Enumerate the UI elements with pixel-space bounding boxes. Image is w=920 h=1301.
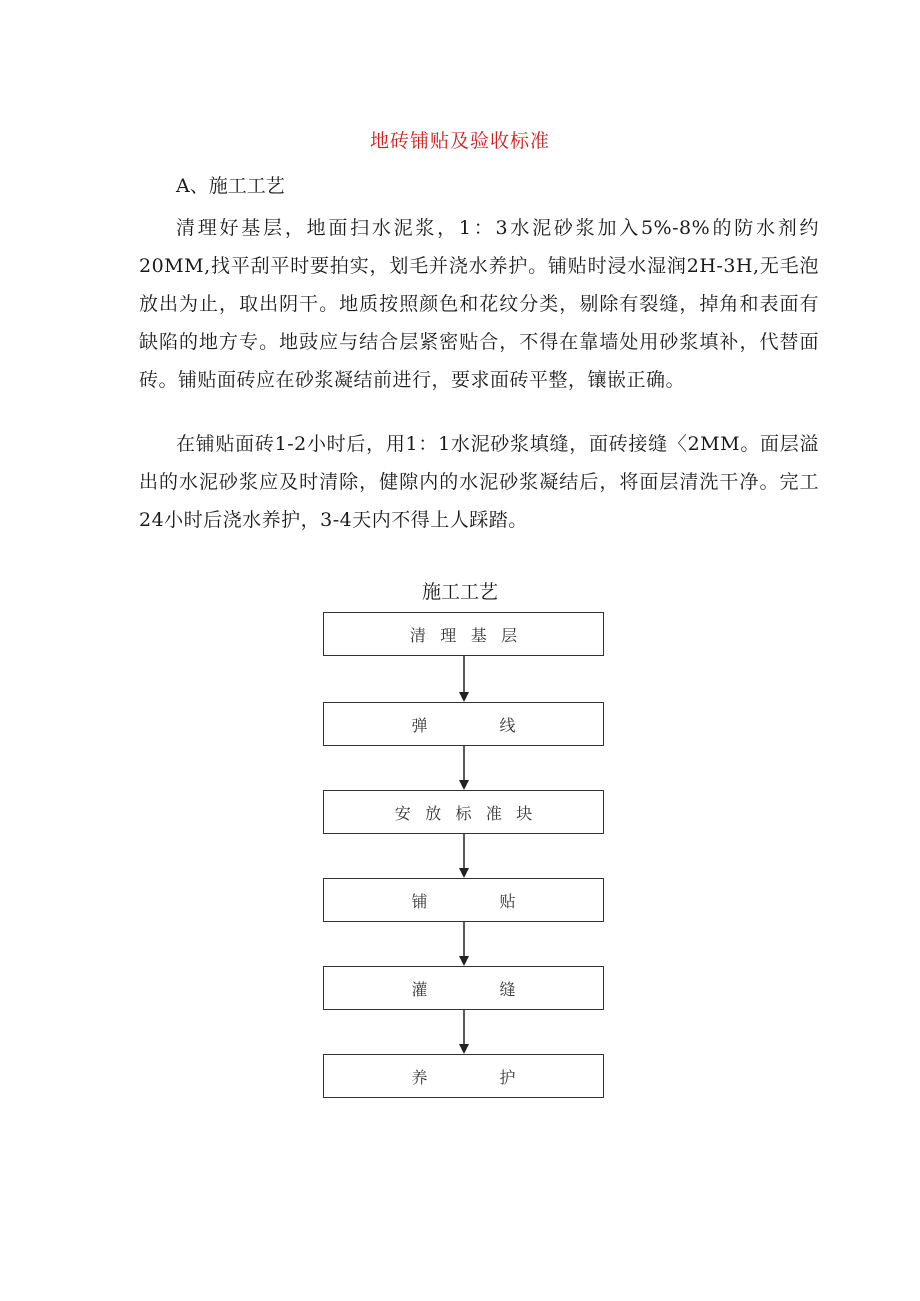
arrow-down-icon (459, 746, 469, 790)
section-heading: A、施工工艺 (176, 175, 285, 197)
document-title: 地砖铺贴及验收标准 (369, 130, 550, 152)
arrow-down-icon (459, 834, 469, 878)
paragraph-2: 在铺贴面砖1-2小时后，用1：1水泥砂浆填缝，面砖接缝〈2MM。面层溢出的水泥砂浆应及时清除，健隙内的水泥砂浆凝结后，将面层清洗干净。完工24小时后浇水养护，3-4天内不得上人踩踏。 (139, 433, 819, 531)
flow-step-snap-line: 弹线 (323, 702, 604, 746)
flow-step-lay-tiles: 铺贴 (323, 878, 604, 922)
paragraph-1: 清理好基层，地面扫水泥浆，1：3水泥砂浆加入5%-8%的防水剂约20MM,找平刮平时要拍实，划毛并浇水养护。铺贴时浸水湿润2H-3H,无毛泡放出为止，取出阴干。地质按照颜色和花纹分类，剔除有裂缝，掉角和表面有缺陷的地方专。地豉应与结合层紧密贴合，不得在靠墙处用砂浆填补，代替面砖。铺贴面砖应在砂浆凝结前进行，要求面砖平整，镶嵌正确。 (139, 217, 819, 391)
flow-step-grout-joints: 灌缝 (323, 966, 604, 1010)
flow-step-clean-base: 清理基层 (323, 612, 604, 656)
flow-step-cure: 养护 (323, 1054, 604, 1098)
flow-step-place-reference-block: 安放标准块 (323, 790, 604, 834)
arrow-down-icon (459, 656, 469, 702)
arrow-down-icon (459, 922, 469, 966)
arrow-down-icon (459, 1010, 469, 1054)
flowchart-title: 施工工艺 (421, 581, 498, 603)
